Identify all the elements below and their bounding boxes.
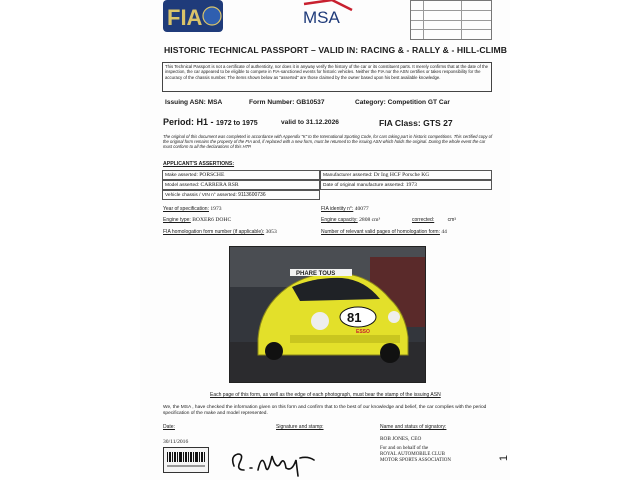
- pages-label: Number of relevant valid pages of homologation form:: [321, 229, 440, 235]
- model-label: Model asserted:: [165, 183, 200, 188]
- make-value: PORSCHE: [199, 172, 225, 178]
- chassis-cell: [162, 190, 320, 200]
- barcode-icon: [164, 448, 208, 472]
- handwritten-signature: [228, 446, 318, 478]
- stamp-note: Each page of this form, as well as the edge of each photograph, must bear the stamp of the issuing ASN: [210, 392, 441, 398]
- declaration: We, the MSA , have checked the information given on this form and confirm that to the best of our knowledge and belief, the car complies with the period specification of the make and model represented.: [163, 405, 487, 416]
- signer-name: ROB JONES, CEO: [380, 436, 422, 442]
- manufacturer-cell: [320, 170, 492, 180]
- valid-to: valid to 31.12.2026: [281, 119, 339, 126]
- signatory-label: Name and status of signatory:: [380, 424, 447, 430]
- side-text: ESSO: [356, 329, 370, 335]
- manufacturer-label: Manufacturer asserted:: [323, 173, 373, 178]
- capacity-label: Engine capacity:: [321, 217, 358, 223]
- corrected-capacity: [412, 217, 456, 223]
- period: [163, 117, 258, 127]
- behalf-line-1: For and on behalf of the: [380, 446, 429, 451]
- page-number: 1: [498, 454, 511, 462]
- homologation-form: [163, 229, 277, 235]
- office-use-grid: [410, 0, 492, 40]
- homologation-pages: [321, 229, 447, 235]
- engine-type-value: BOXER6 DOHC: [192, 217, 232, 223]
- manufacturer-value: Dr Ing HCF Porsche KG: [373, 172, 430, 178]
- form-number: Form Number: GB10537: [249, 99, 325, 106]
- fia-identity-label: FIA identity n°:: [321, 206, 354, 212]
- date-value: 30/11/2016: [163, 439, 189, 445]
- engine-type-label: Engine type:: [163, 217, 191, 223]
- copy-note: The original of this document was completed in accordance with Appendix "K" to the International Sporting Code, for cars taking part in historic competitions. This certified copy of the original form remains the property of the FIA and, if replaced with a new form, must be returned to the issuing ASN which holds the original. During the whole event the car must conform to all the declarations of this HTP.: [163, 134, 493, 150]
- engine-type: [163, 217, 231, 223]
- period-range: 1972 to 1975: [216, 120, 258, 127]
- behalf-line-2: ROYAL AUTOMOBILE CLUB: [380, 452, 446, 458]
- manufacture-date-value: 1973: [405, 182, 417, 188]
- signature-label: Signature and stamp:: [276, 424, 324, 430]
- barcode-sticker: [163, 447, 209, 473]
- homologation-value: 3053: [265, 229, 277, 235]
- capacity-value: 2808 cm³: [359, 217, 381, 223]
- chassis-value: 9113600736: [238, 192, 266, 198]
- engine-capacity: [321, 217, 380, 223]
- manufacture-date-label: Date of original manufacture asserted:: [323, 183, 405, 188]
- make-label: Make asserted:: [165, 173, 198, 178]
- behalf-line-3: MOTOR SPORTS ASSOCIATION: [380, 458, 452, 464]
- msa-logo: [302, 0, 354, 26]
- fia-logo-text: FIA: [167, 5, 203, 30]
- fia-identity-value: 40077: [354, 206, 369, 212]
- banner-text: PHARE TOUS: [296, 271, 336, 277]
- disclaimer-box: This Technical Passport is not a certificate of authenticity, nor does it in anyway verify the history of the car or its constituent parts. It merely confirms that at the date of the inspection, the car appeared to be eligible to compete in FIA-sanctioned events for historic vehicles. Neither the FIA nor the ASN certifies or takes responsibility for the accuracy of the chassis number. The items shown below as "asserted" are those claimed by the owner based upon his best available knowledge.: [162, 62, 492, 92]
- model-cell: [162, 180, 320, 190]
- make-cell: [162, 170, 320, 180]
- msa-logo-text: MSA: [303, 8, 340, 26]
- pages-value: 44: [441, 229, 447, 235]
- year-label: Year of specification:: [163, 206, 209, 212]
- chassis-label: Vehicle chassis / VIN n° asserted:: [165, 193, 237, 198]
- year-spec: [163, 206, 222, 212]
- assertions-heading: APPLICANT'S ASSERTIONS:: [163, 161, 235, 167]
- category: Category: Competition GT Car: [355, 99, 450, 106]
- year-value: 1973: [210, 206, 222, 212]
- date-label: Date:: [163, 424, 175, 430]
- corrected-label: corrected:: [412, 217, 435, 223]
- model-value: CARRERA RSR: [200, 182, 239, 188]
- car-number: 81: [347, 310, 362, 325]
- period-label: Period: H1 -: [163, 117, 214, 127]
- fia-logo: [163, 0, 223, 32]
- fia-identity: [321, 206, 369, 212]
- on-behalf-block: [380, 446, 451, 465]
- manufacture-date-cell: [320, 180, 492, 190]
- corrected-unit: cm³: [447, 217, 456, 223]
- document-title: HISTORIC TECHNICAL PASSPORT – VALID IN: RACING & - RALLY & - HILL-CLIMB: [164, 45, 508, 55]
- fia-class: FIA Class: GTS 27: [379, 118, 453, 128]
- issuing-asn: Issuing ASN: MSA: [165, 99, 223, 106]
- homologation-label: FIA homologation form number (if applicable):: [163, 229, 265, 235]
- car-photo: [229, 246, 426, 383]
